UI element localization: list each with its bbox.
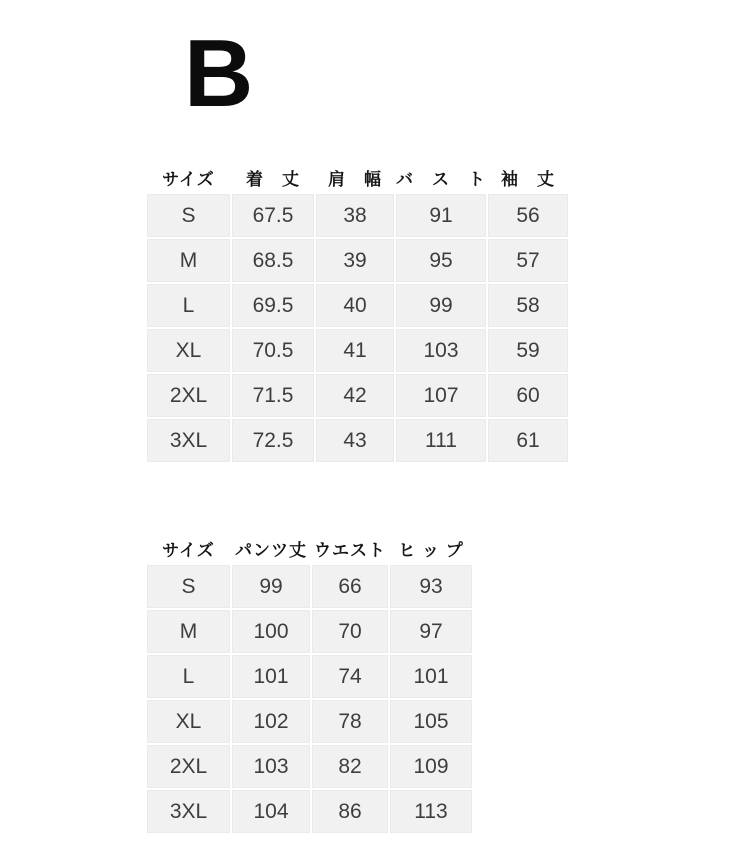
value-cell: 70 <box>312 610 388 653</box>
value-cell: 61 <box>488 419 568 462</box>
table-row <box>147 284 568 327</box>
value-cell: 38 <box>316 194 394 237</box>
size-cell: L <box>147 284 230 327</box>
value-cell: 82 <box>312 745 388 788</box>
value-cell: 104 <box>232 790 310 833</box>
size-cell: L <box>147 655 230 698</box>
value-cell: 71.5 <box>232 374 314 417</box>
size-cell: 3XL <box>147 790 230 833</box>
value-cell: 99 <box>232 565 310 608</box>
value-cell: 101 <box>390 655 472 698</box>
value-cell: 59 <box>488 329 568 372</box>
column-header: ウエスト <box>314 540 386 560</box>
value-cell: 74 <box>312 655 388 698</box>
value-cell: 103 <box>232 745 310 788</box>
value-cell: 99 <box>396 284 486 327</box>
table-row <box>147 700 472 743</box>
value-cell: 105 <box>390 700 472 743</box>
value-cell: 97 <box>390 610 472 653</box>
size-cell: S <box>147 194 230 237</box>
section-label-b: B <box>184 20 254 127</box>
value-cell: 41 <box>316 329 394 372</box>
column-header: 着 丈 <box>246 169 300 189</box>
value-cell: 42 <box>316 374 394 417</box>
value-cell: 93 <box>390 565 472 608</box>
value-cell: 111 <box>396 419 486 462</box>
value-cell: 56 <box>488 194 568 237</box>
value-cell: 68.5 <box>232 239 314 282</box>
value-cell: 72.5 <box>232 419 314 462</box>
value-cell: 39 <box>316 239 394 282</box>
table-row <box>147 610 472 653</box>
value-cell: 40 <box>316 284 394 327</box>
size-cell: XL <box>147 700 230 743</box>
value-cell: 78 <box>312 700 388 743</box>
value-cell: 70.5 <box>232 329 314 372</box>
table-row <box>147 329 568 372</box>
size-cell: 2XL <box>147 745 230 788</box>
column-header: 肩 幅 <box>328 169 382 189</box>
column-header: バ ス ト <box>396 169 486 189</box>
value-cell: 103 <box>396 329 486 372</box>
pants-size-table <box>145 531 474 835</box>
size-cell: S <box>147 565 230 608</box>
size-cell: M <box>147 239 230 282</box>
tops-size-table <box>145 160 570 464</box>
table-row <box>147 374 568 417</box>
column-header: サイズ <box>162 169 215 189</box>
header-row <box>147 162 568 192</box>
value-cell: 91 <box>396 194 486 237</box>
column-header: パンツ丈 <box>235 540 307 560</box>
size-cell: 2XL <box>147 374 230 417</box>
value-cell: 102 <box>232 700 310 743</box>
column-header: 袖 丈 <box>501 169 555 189</box>
table-row <box>147 655 472 698</box>
table-row <box>147 239 568 282</box>
value-cell: 95 <box>396 239 486 282</box>
table-row <box>147 790 472 833</box>
value-cell: 69.5 <box>232 284 314 327</box>
table-row <box>147 419 568 462</box>
value-cell: 67.5 <box>232 194 314 237</box>
table-row <box>147 194 568 237</box>
value-cell: 113 <box>390 790 472 833</box>
size-cell: M <box>147 610 230 653</box>
value-cell: 57 <box>488 239 568 282</box>
value-cell: 86 <box>312 790 388 833</box>
size-cell: XL <box>147 329 230 372</box>
value-cell: 58 <box>488 284 568 327</box>
value-cell: 66 <box>312 565 388 608</box>
table-row <box>147 565 472 608</box>
value-cell: 107 <box>396 374 486 417</box>
table-row <box>147 745 472 788</box>
column-header: サイズ <box>162 540 215 560</box>
value-cell: 109 <box>390 745 472 788</box>
value-cell: 100 <box>232 610 310 653</box>
value-cell: 101 <box>232 655 310 698</box>
value-cell: 43 <box>316 419 394 462</box>
header-row <box>147 533 472 563</box>
size-cell: 3XL <box>147 419 230 462</box>
column-header: ヒ ッ プ <box>398 540 464 560</box>
value-cell: 60 <box>488 374 568 417</box>
